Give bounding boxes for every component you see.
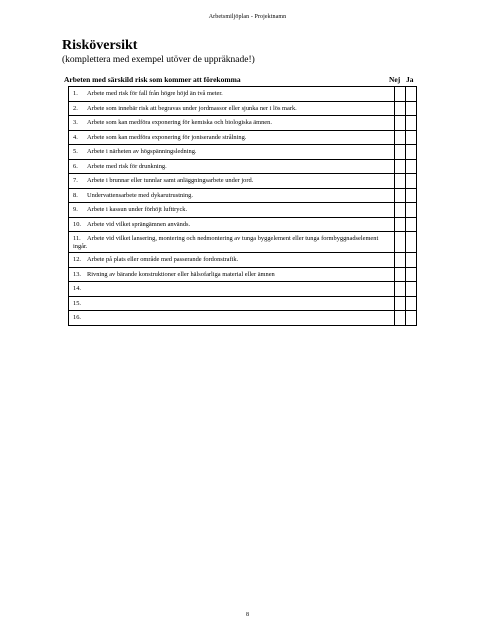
- risk-text: Arbete i närheten av högspänningsledning.: [87, 148, 197, 155]
- yes-checkbox-cell[interactable]: [405, 232, 416, 253]
- risk-text: Arbete i kassun under förhöjt lufttryck.: [87, 206, 188, 213]
- risk-text: Arbete med risk för fall från högre höjd än två meter.: [87, 90, 223, 97]
- no-checkbox-cell[interactable]: [394, 311, 405, 326]
- row-number: 14.: [73, 285, 81, 292]
- row-number: 15.: [73, 299, 81, 307]
- risk-description-cell: [69, 217, 395, 232]
- no-checkbox-cell[interactable]: [394, 203, 405, 218]
- page-subtitle: (komplettera med exempel utöver de uppräknade!): [62, 55, 255, 65]
- row-number: 5.: [73, 148, 78, 155]
- yes-checkbox-cell[interactable]: [405, 217, 416, 232]
- table-row: [69, 159, 417, 174]
- yes-checkbox-cell[interactable]: [405, 130, 416, 145]
- no-checkbox-cell[interactable]: [394, 267, 405, 282]
- risk-text: Undervattensarbete med dykarutrustning.: [87, 191, 193, 199]
- risk-description-cell: [69, 311, 395, 326]
- table-row: [69, 130, 417, 145]
- row-number: 7.: [73, 177, 78, 184]
- yes-checkbox-cell[interactable]: [405, 296, 416, 311]
- yes-checkbox-cell[interactable]: [405, 188, 416, 203]
- risk-text: Arbete som kan medföra exponering för kemiska och biologiska ämnen.: [87, 119, 272, 126]
- risk-text: Arbete vid vilket lansering, montering och nedmontering av tunga byggelement eller tunga formbyggnadselement ingår.: [73, 235, 379, 250]
- table-heading: Arbeten med särskild risk som kommer att förekomma: [64, 75, 241, 84]
- yes-checkbox-cell[interactable]: [405, 253, 416, 268]
- yes-checkbox-cell[interactable]: [405, 101, 416, 116]
- table-row: [69, 87, 417, 102]
- risk-table: [68, 86, 417, 326]
- column-header-yes: Ja: [406, 75, 414, 84]
- row-number: 10.: [73, 220, 81, 228]
- yes-checkbox-cell[interactable]: [405, 159, 416, 174]
- risk-description-cell: [69, 145, 395, 160]
- no-checkbox-cell[interactable]: [394, 130, 405, 145]
- risk-text: Arbete i brunnar eller tunnlar samt anläggningsarbete under jord.: [87, 177, 254, 184]
- no-checkbox-cell[interactable]: [394, 296, 405, 311]
- risk-text: Arbete som kan medföra exponering för joniserande strålning.: [87, 133, 247, 141]
- row-number: 13.: [73, 270, 81, 278]
- risk-description-cell: [69, 87, 395, 102]
- table-row: [69, 253, 417, 268]
- risk-description-cell: [69, 282, 395, 297]
- row-number: 11.: [73, 235, 81, 242]
- row-number: 2.: [73, 104, 78, 112]
- risk-description-cell: [69, 232, 395, 253]
- risk-description-cell: [69, 159, 395, 174]
- table-row: [69, 174, 417, 189]
- risk-description-cell: [69, 188, 395, 203]
- risk-description-cell: [69, 101, 395, 116]
- table-row: [69, 232, 417, 253]
- table-row: [69, 296, 417, 311]
- risk-description-cell: [69, 253, 395, 268]
- no-checkbox-cell[interactable]: [394, 145, 405, 160]
- risk-description-cell: [69, 203, 395, 218]
- no-checkbox-cell[interactable]: [394, 159, 405, 174]
- risk-description-cell: [69, 174, 395, 189]
- no-checkbox-cell[interactable]: [394, 217, 405, 232]
- table-row: [69, 188, 417, 203]
- risk-description-cell: [69, 116, 395, 131]
- table-row: [69, 217, 417, 232]
- row-number: 8.: [73, 191, 78, 199]
- column-header-no: Nej: [389, 75, 401, 84]
- table-row: [69, 116, 417, 131]
- risk-description-cell: [69, 296, 395, 311]
- risk-text: Rivning av bärande konstruktioner eller hälsofarliga material eller ämnen: [87, 270, 275, 278]
- yes-checkbox-cell[interactable]: [405, 87, 416, 102]
- page-title: Risköversikt: [62, 38, 138, 53]
- table-row: [69, 203, 417, 218]
- no-checkbox-cell[interactable]: [394, 116, 405, 131]
- row-number: 1.: [73, 90, 78, 97]
- risk-text: Arbete som innebär risk att begravas under jordmassor eller sjunka ner i lös mark.: [87, 104, 297, 112]
- table-row: [69, 101, 417, 116]
- row-number: 16.: [73, 314, 81, 321]
- no-checkbox-cell[interactable]: [394, 174, 405, 189]
- yes-checkbox-cell[interactable]: [405, 282, 416, 297]
- risk-text: Arbete vid vilket sprängämnen används.: [87, 220, 191, 228]
- risk-description-cell: [69, 267, 395, 282]
- no-checkbox-cell[interactable]: [394, 101, 405, 116]
- risk-text: Arbete på plats eller område med passerande fordonstrafik.: [87, 256, 239, 263]
- no-checkbox-cell[interactable]: [394, 232, 405, 253]
- yes-checkbox-cell[interactable]: [405, 116, 416, 131]
- row-number: 3.: [73, 119, 78, 126]
- table-row: [69, 311, 417, 326]
- yes-checkbox-cell[interactable]: [405, 203, 416, 218]
- page-header: Arbetsmiljöplan - Projektnamn: [208, 14, 287, 20]
- no-checkbox-cell[interactable]: [394, 188, 405, 203]
- no-checkbox-cell[interactable]: [394, 282, 405, 297]
- table-row: [69, 267, 417, 282]
- page-number: 8: [246, 612, 249, 618]
- row-number: 6.: [73, 162, 78, 170]
- row-number: 4.: [73, 133, 78, 141]
- no-checkbox-cell[interactable]: [394, 253, 405, 268]
- yes-checkbox-cell[interactable]: [405, 311, 416, 326]
- no-checkbox-cell[interactable]: [394, 87, 405, 102]
- yes-checkbox-cell[interactable]: [405, 145, 416, 160]
- table-row: [69, 145, 417, 160]
- risk-description-cell: [69, 130, 395, 145]
- row-number: 12.: [73, 256, 81, 263]
- row-number: 9.: [73, 206, 78, 213]
- table-row: [69, 282, 417, 297]
- yes-checkbox-cell[interactable]: [405, 174, 416, 189]
- yes-checkbox-cell[interactable]: [405, 267, 416, 282]
- risk-text: Arbete med risk för drunkning.: [87, 162, 167, 170]
